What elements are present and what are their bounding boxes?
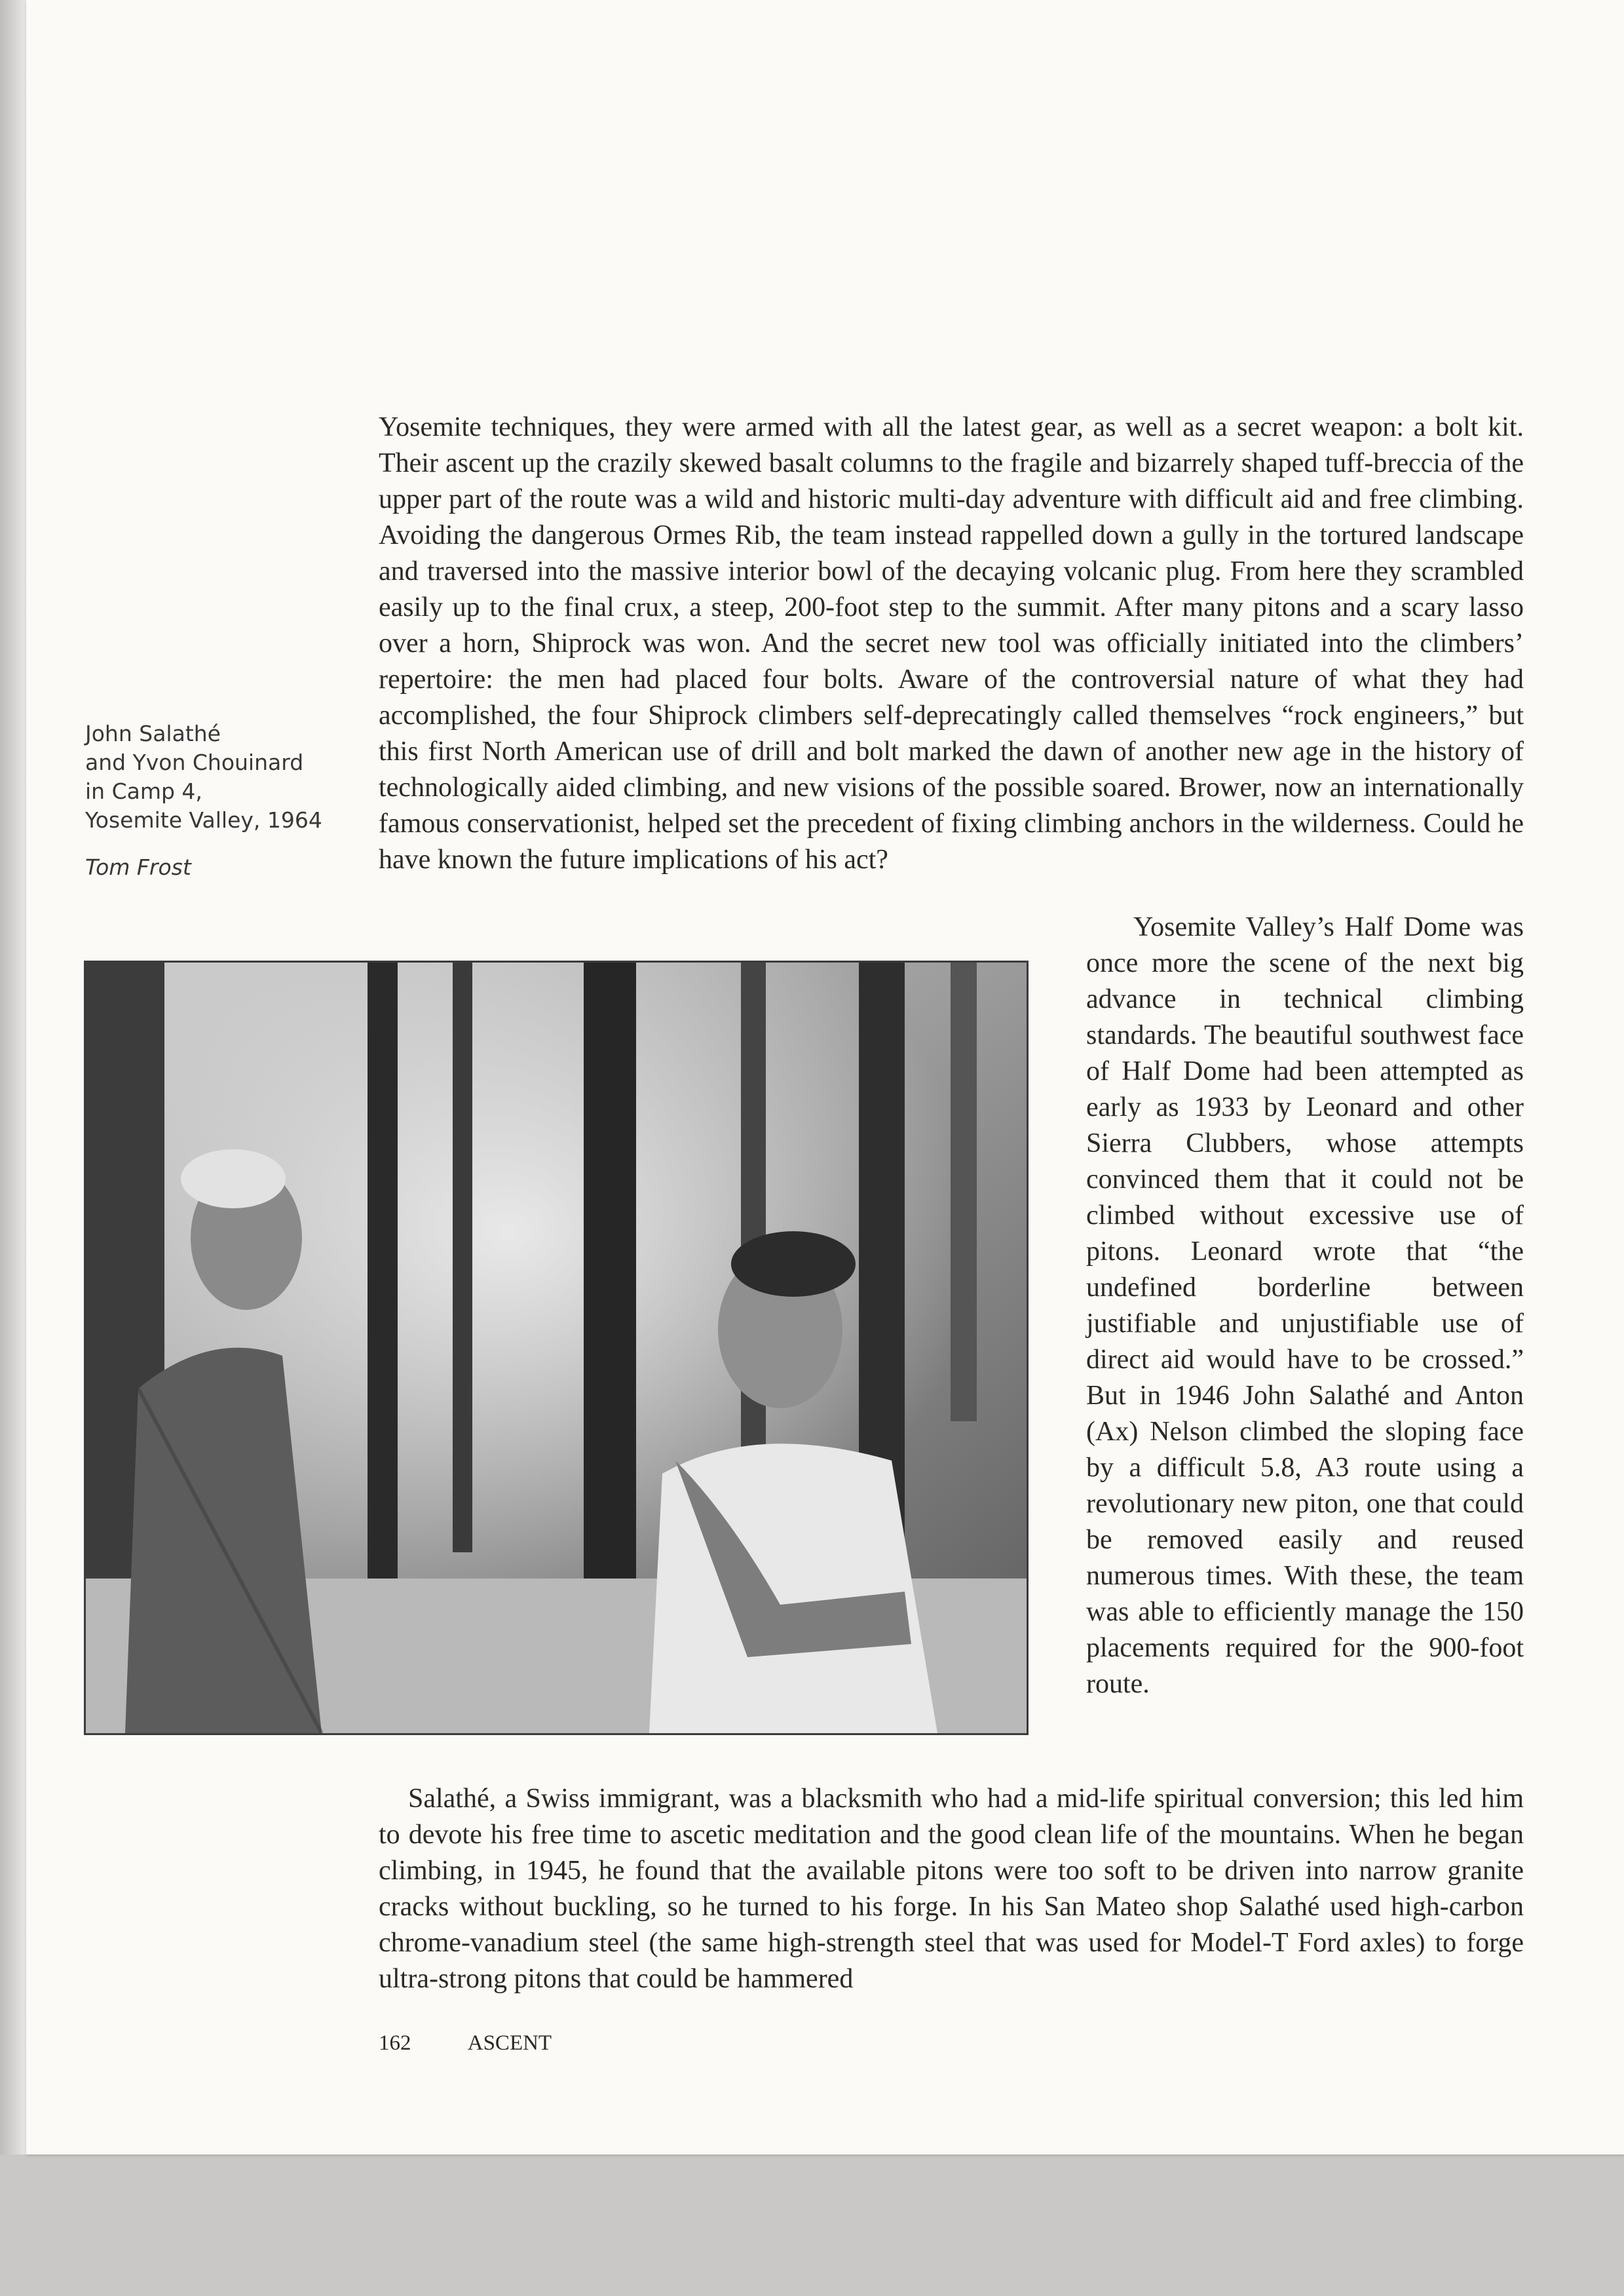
- caption-line: John Salathé: [85, 721, 221, 746]
- photo-caption: [85, 719, 367, 882]
- running-title: ASCENT: [467, 2031, 552, 2055]
- main-text-column: [379, 410, 1524, 878]
- caption-line: and Yvon Chouinard: [85, 750, 304, 775]
- page-footer: [379, 2031, 552, 2056]
- bottom-text-column: [379, 1781, 1524, 1997]
- body-paragraph: Salathé, a Swiss immigrant, was a blacksmith who had a mid-life spiritual conversion; this led him to devote his free time to ascetic meditation and the good clean life of the mountains. When he began climbing, in 1945, he found that the available pitons were too soft to be driven into narrow granite cracks without buckling, so he turned to his forge. In his San Mateo shop Salathé used high-carbon chrome-vanadium steel (the same high-strength steel that was used for Model-T Ford axles) to forge ultra-strong pitons that could be hammered: [379, 1784, 1524, 1994]
- caption-line: in Camp 4,: [85, 778, 202, 804]
- body-paragraph: Yosemite Valley’s Half Dome was once more the scene of the next big advance in technical climbing standards. The beautiful southwest face of Half Dome had been attempted as early as 1933 by Leonard and other Sierra Clubbers, whose attempts convinced them that it could not be climbed without excessive use of pitons. Leonard wrote that “the undefined borderline between justifiable and unjustifiable use of direct aid would have to be crossed.” But in 1946 John Salathé and Anton (Ax) Nelson climbed the sloping face by a difficult 5.8, A3 route using a revolutionary new piton, one that could be removed easily and reused numerous times. With these, the team was able to efficiently manage the 150 placements required for the 900-foot route.: [1086, 912, 1524, 1699]
- photo-credit: Tom Frost: [85, 854, 191, 880]
- page-number: 162: [379, 2031, 411, 2055]
- photograph: [84, 961, 1029, 1735]
- scan-edge: [0, 0, 26, 2154]
- wrapped-text-column: [1086, 909, 1524, 1702]
- body-paragraph: Yosemite techniques, they were armed with all the latest gear, as well as a secret weapon: a bolt kit. Their ascent up the crazily skewed basalt columns to the fragile and bizarrely shaped tuff-breccia of the upper part of the route was a wild and historic multi-day adventure with difficult aid and free climbing. Avoiding the dangerous Ormes Rib, the team instead rappelled down a gully in the tortured landscape and traversed into the massive interior bowl of the decaying volcanic plug. From here they scrambled easily up to the final crux, a steep, 200-foot step to the summit. After many pitons and a scary lasso over a horn, Shiprock was won. And the secret new tool was officially initiated into the climbers’ repertoire: the men had placed four bolts. Aware of the controversial nature of what they had accomplished, the four Shiprock climbers self-deprecatingly called themselves “rock engineers,” but this first North American use of drill and bolt marked the dawn of another new age in the history of technologically aided climbing, and new visions of the possible soared. Brower, now an internationally famous conservationist, helped set the precedent of fixing climbing anchors in the wilderness. Could he have known the future implications of his act?: [379, 412, 1524, 875]
- caption-line: Yosemite Valley, 1964: [85, 807, 322, 833]
- photograph-icon: [86, 963, 1027, 1733]
